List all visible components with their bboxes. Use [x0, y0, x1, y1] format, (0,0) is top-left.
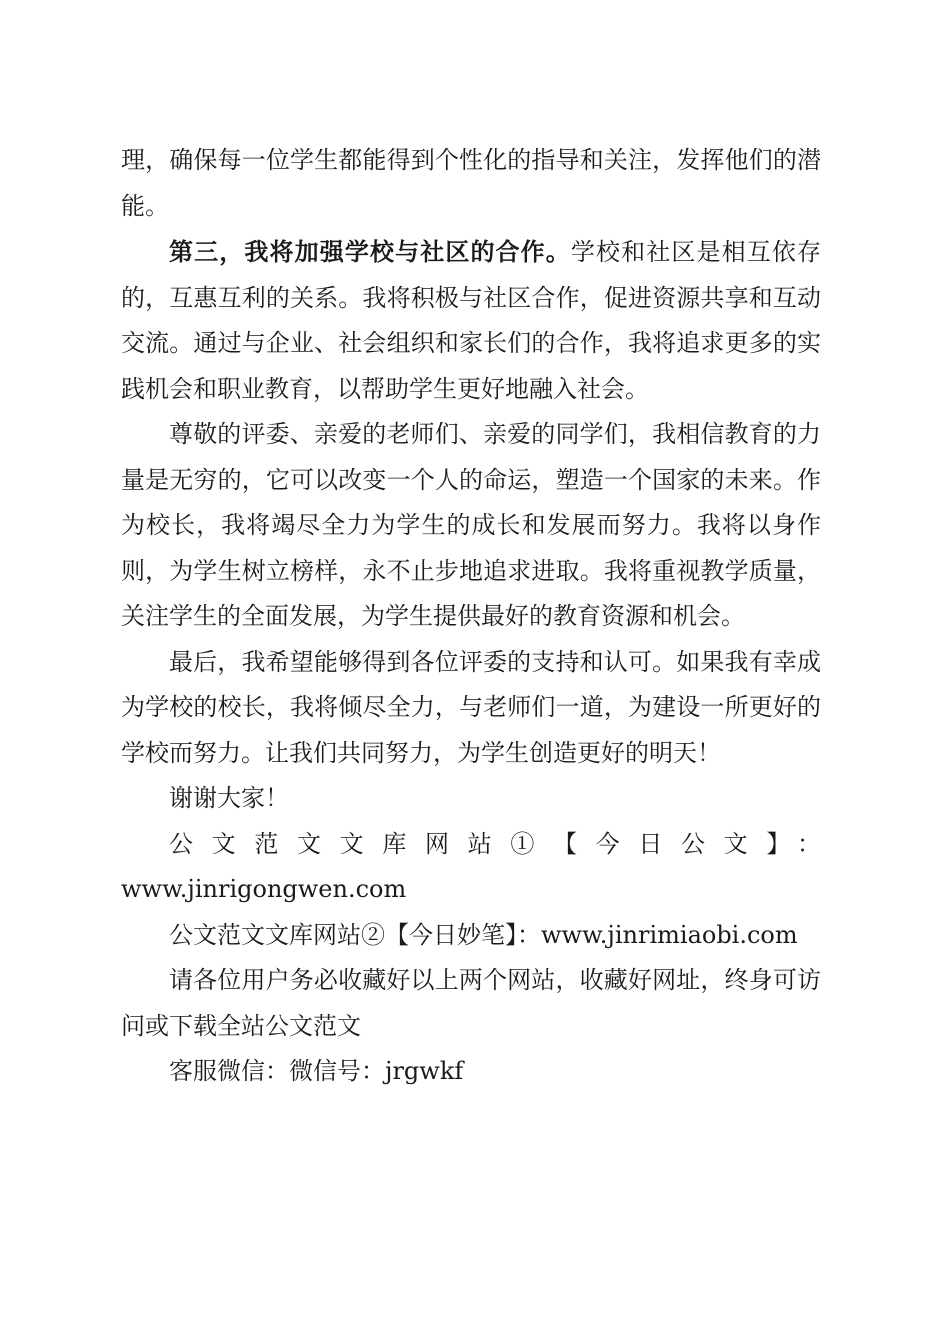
- footer-site2[interactable]: 公文范文文库网站②【今日妙笔】：www.jinrimiaobi.com: [169, 920, 798, 949]
- document-page: [121, 138, 821, 1095]
- paragraph-continuation: 理，确保每一位学生都能得到个性化的指导和关注，发挥他们的潜能。: [121, 146, 821, 220]
- paragraph-heading-bold: 第三，我将加强学校与社区的合作。: [169, 237, 571, 266]
- paragraph-community-cooperation: [121, 229, 821, 412]
- footer-notice: 请各位用户务必收藏好以上两个网站，收藏好网址，终身可访问或下载全站公文范文: [121, 966, 821, 1040]
- footer-site1-url[interactable]: www.jinrigongwen.com: [121, 875, 407, 903]
- footer-wechat: 客服微信：微信号：jrgwkf: [169, 1057, 464, 1085]
- footer-site1-label: 公文范文文库网站①【今日公文】：: [169, 829, 821, 858]
- paragraph-body: 学校和社区是相互依存的，互惠互利的关系。我将积极与社区合作，促进资源共享和互动交流。通过与企业、社会组织和家长们的合作，我将追求更多的实践机会和职业教育，以帮助学生更好地融入社会。: [121, 238, 822, 403]
- paragraph-closing: 最后，我希望能够得到各位评委的支持和认可。如果我有幸成为学校的校长，我将倾尽全力，与老师们一道，为建设一所更好的学校而努力。让我们共同努力，为学生创造更好的明天！: [121, 647, 821, 767]
- paragraph-education-power: 尊敬的评委、亲爱的老师们、亲爱的同学们，我相信教育的力量是无穷的，它可以改变一个人的命运，塑造一个国家的未来。作为校长，我将竭尽全力为学生的成长和发展而努力。我将以身作则，为学生树立榜样，永不止步地追求进取。我将重视教学质量，关注学生的全面发展，为学生提供最好的教育资源和机会。: [121, 420, 821, 630]
- paragraph-thanks: 谢谢大家！: [169, 784, 289, 812]
